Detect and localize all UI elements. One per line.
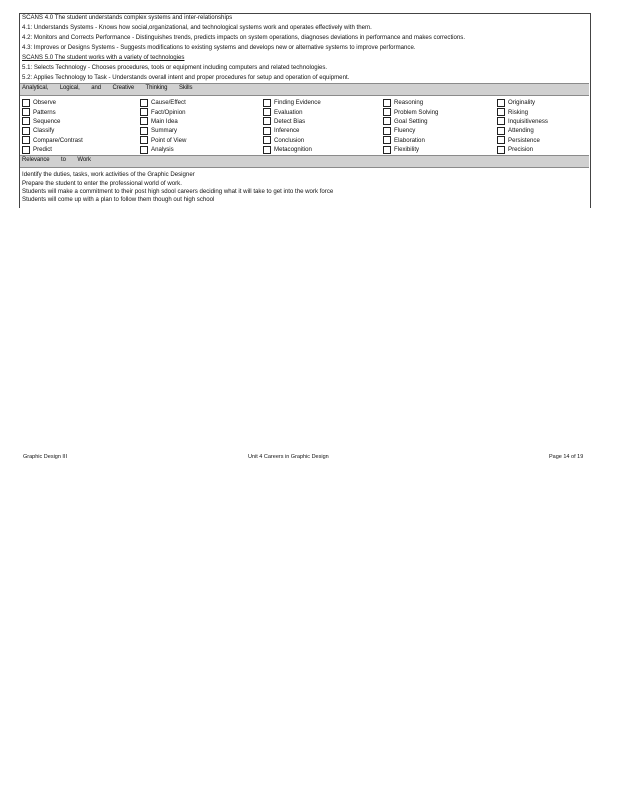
relevance-line: Students will make a commitment to their post high sdool careers deciding what it will take to get into the work force	[22, 188, 334, 195]
checkbox[interactable]	[383, 136, 391, 144]
skill-item[interactable]: Detect Bias	[263, 117, 373, 126]
skills-column-3	[263, 98, 373, 154]
checkbox[interactable]	[263, 146, 271, 154]
footer-unit: Unit 4 Careers in Graphic Design	[248, 454, 329, 460]
checkbox[interactable]	[140, 117, 148, 125]
checkbox[interactable]	[140, 108, 148, 116]
skill-item[interactable]: Observe	[22, 98, 132, 107]
skills-header-text: Analytical, Logical, and Creative Thinking Skills	[22, 85, 193, 91]
checkbox[interactable]	[383, 99, 391, 107]
scans-4-header: SCANS 4.0 The student understands complex systems and inter-relationships	[22, 14, 233, 21]
skill-item[interactable]: Precision	[497, 145, 607, 154]
skills-checklist	[22, 98, 588, 154]
skill-item[interactable]: Inquisitiveness	[497, 117, 607, 126]
checkbox[interactable]	[383, 117, 391, 125]
footer-page-number: Page 14 of 19	[549, 454, 584, 460]
checkbox[interactable]	[22, 146, 30, 154]
checkbox[interactable]	[140, 136, 148, 144]
checkbox[interactable]	[497, 117, 505, 125]
footer-course: Graphic Design III	[23, 454, 68, 460]
skill-item[interactable]: Evaluation	[263, 107, 373, 116]
skill-item[interactable]: Cause/Effect	[140, 98, 250, 107]
relevance-line: Students will come up with a plan to follow them though out high school	[22, 196, 215, 203]
skill-item[interactable]: Goal Setting	[383, 117, 493, 126]
skill-item[interactable]: Compare/Contrast	[22, 136, 132, 145]
checkbox[interactable]	[497, 146, 505, 154]
skill-item[interactable]: Inference	[263, 126, 373, 135]
checkbox[interactable]	[263, 127, 271, 135]
checkbox[interactable]	[497, 136, 505, 144]
checkbox[interactable]	[263, 117, 271, 125]
skill-item[interactable]: Analysis	[140, 145, 250, 154]
checkbox[interactable]	[140, 99, 148, 107]
checkbox[interactable]	[140, 127, 148, 135]
checkbox[interactable]	[497, 108, 505, 116]
skill-item[interactable]: Flexibility	[383, 145, 493, 154]
skill-item[interactable]: Sequence	[22, 117, 132, 126]
skill-item[interactable]: Reasoning	[383, 98, 493, 107]
relevance-line: Identify the duties, tasks, work activities of the Graphic Designer	[22, 171, 195, 178]
skill-item[interactable]: Metacognition	[263, 145, 373, 154]
skill-item[interactable]: Main Idea	[140, 117, 250, 126]
skills-column-1	[22, 98, 132, 154]
checkbox[interactable]	[383, 108, 391, 116]
skill-item[interactable]: Attending	[497, 126, 607, 135]
checkbox[interactable]	[263, 99, 271, 107]
checkbox[interactable]	[22, 108, 30, 116]
skill-item[interactable]: Problem Solving	[383, 107, 493, 116]
checkbox[interactable]	[497, 127, 505, 135]
skill-item[interactable]: Risking	[497, 107, 607, 116]
checkbox[interactable]	[263, 108, 271, 116]
skill-item[interactable]: Elaboration	[383, 136, 493, 145]
skill-item[interactable]: Originality	[497, 98, 607, 107]
scans-5-2: 5.2: Applies Technology to Task - Understands overall intent and proper procedures for setup and operation of equipment.	[22, 74, 350, 81]
skill-item[interactable]: Persistence	[497, 136, 607, 145]
checkbox[interactable]	[383, 146, 391, 154]
scans-5-1: 5.1: Selects Technology - Chooses procedures, tools or equipment including computers and related technologies.	[22, 64, 328, 71]
checkbox[interactable]	[140, 146, 148, 154]
checkbox[interactable]	[22, 99, 30, 107]
skill-item[interactable]: Summary	[140, 126, 250, 135]
skills-column-4	[383, 98, 493, 154]
checkbox[interactable]	[383, 127, 391, 135]
relevance-header-text: Relevance to Work	[22, 157, 91, 163]
scans-4-3: 4.3: Improves or Designs Systems - Suggests modifications to existing systems and develops new or alternative systems to improve performance.	[22, 44, 416, 51]
skills-column-2	[140, 98, 250, 154]
relevance-line: Prepare the student to enter the professional world of work.	[22, 180, 182, 187]
scans-4-1: 4.1: Understands Systems - Knows how social,organizational, and technological systems work and operates effectively with them.	[22, 24, 372, 31]
checkbox[interactable]	[263, 136, 271, 144]
skill-item[interactable]: Finding Evidence	[263, 98, 373, 107]
checkbox[interactable]	[22, 136, 30, 144]
skill-item[interactable]: Conclusion	[263, 136, 373, 145]
skill-item[interactable]: Classify	[22, 126, 132, 135]
skill-item[interactable]: Patterns	[22, 107, 132, 116]
checkbox[interactable]	[22, 127, 30, 135]
skill-item[interactable]: Fluency	[383, 126, 493, 135]
skills-column-5	[497, 98, 607, 154]
checkbox[interactable]	[22, 117, 30, 125]
scans-4-2: 4.2: Monitors and Corrects Performance - Distinguishes trends, predicts impacts on system operations, diagnoses deviations in performance and makes corrections.	[22, 34, 466, 41]
scans-5-header: SCANS 5.0 The student works with a variety of technologies	[22, 54, 185, 61]
checkbox[interactable]	[497, 99, 505, 107]
skills-section-header	[20, 83, 589, 96]
skill-item[interactable]: Point of View	[140, 136, 250, 145]
relevance-section-header	[20, 155, 589, 168]
skill-item[interactable]: Fact/Opinion	[140, 107, 250, 116]
skill-item[interactable]: Predict	[22, 145, 132, 154]
